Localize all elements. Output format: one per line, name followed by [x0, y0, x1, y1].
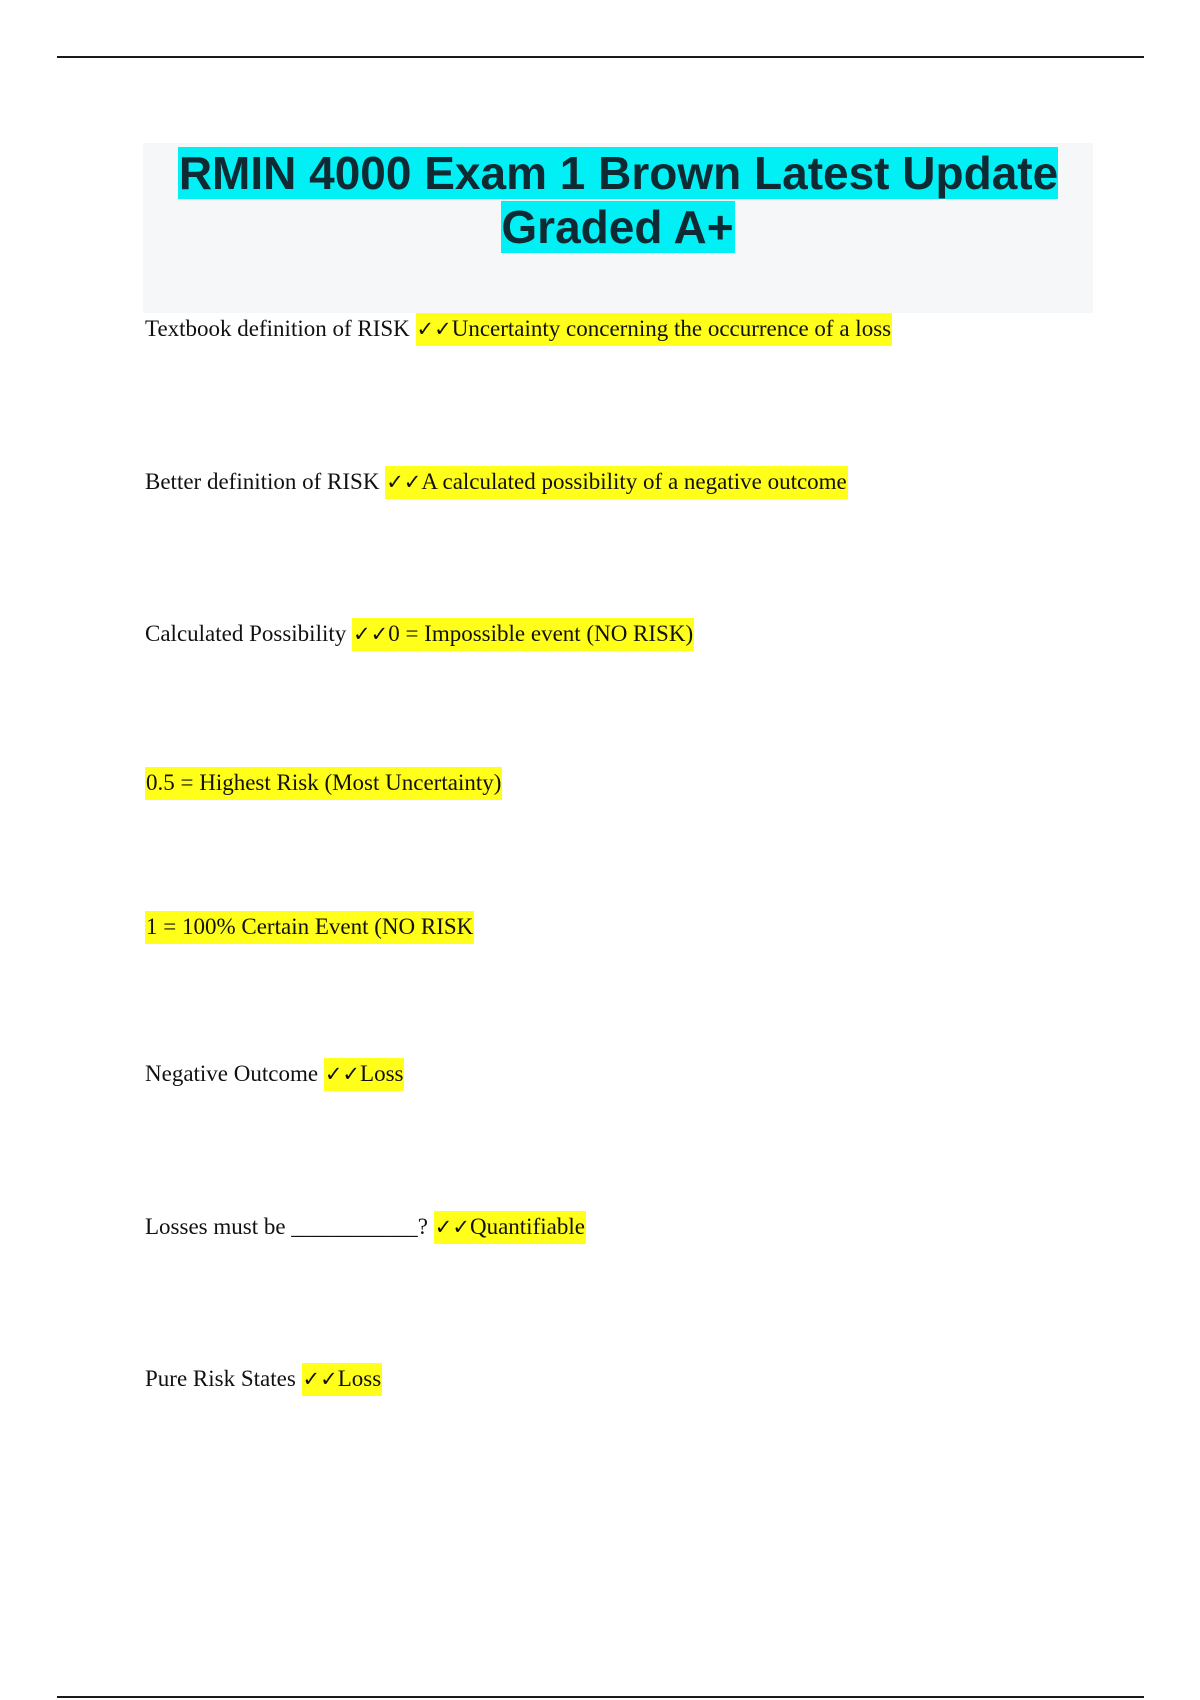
answer-text: Loss [360, 1061, 404, 1086]
title-panel [143, 143, 1093, 313]
qa-item-highest-risk [145, 766, 502, 800]
qa-item-negative-outcome [145, 1057, 404, 1091]
document-title [143, 143, 1093, 254]
double-check-icon: ✓✓ [302, 1367, 338, 1391]
answer-highlight [434, 1211, 586, 1244]
double-check-icon: ✓✓ [353, 622, 389, 646]
title-highlight: RMIN 4000 Exam 1 Brown Latest Update Graded A+ [178, 147, 1059, 253]
qa-item-certain-event [145, 910, 474, 944]
answer-text: A calculated possibility of a negative outcome [421, 469, 847, 494]
question-text: Better definition of RISK [145, 469, 386, 494]
answer-highlight [385, 466, 848, 499]
question-text: Pure Risk States [145, 1366, 302, 1391]
answer-text: Uncertainty concerning the occurrence of a loss [451, 316, 892, 341]
double-check-icon: ✓✓ [434, 1215, 470, 1239]
qa-item-risk-textbook [145, 312, 892, 346]
question-text: Losses must be ___________? [145, 1214, 434, 1239]
footer-rule [57, 1696, 1144, 1698]
answer-highlight [302, 1363, 383, 1396]
answer-text: 1 = 100% Certain Event (NO RISK [145, 911, 474, 944]
double-check-icon: ✓✓ [386, 470, 422, 494]
answer-text: Quantifiable [469, 1214, 585, 1239]
qa-item-losses-quantifiable [145, 1210, 586, 1244]
qa-item-calculated-possibility [145, 617, 694, 651]
qa-item-pure-risk-states [145, 1362, 382, 1396]
question-text: Textbook definition of RISK [145, 316, 416, 341]
answer-highlight [324, 1058, 405, 1091]
question-text: Calculated Possibility [145, 621, 352, 646]
header-rule [57, 56, 1144, 58]
double-check-icon: ✓✓ [416, 317, 452, 341]
answer-text: 0 = Impossible event (NO RISK) [388, 621, 694, 646]
answer-highlight [352, 618, 694, 651]
answer-highlight [416, 313, 893, 346]
answer-text: Loss [337, 1366, 382, 1391]
double-check-icon: ✓✓ [324, 1062, 361, 1086]
question-text: Negative Outcome [145, 1061, 324, 1086]
qa-item-risk-better [145, 465, 848, 499]
answer-text: 0.5 = Highest Risk (Most Uncertainty) [145, 767, 502, 800]
